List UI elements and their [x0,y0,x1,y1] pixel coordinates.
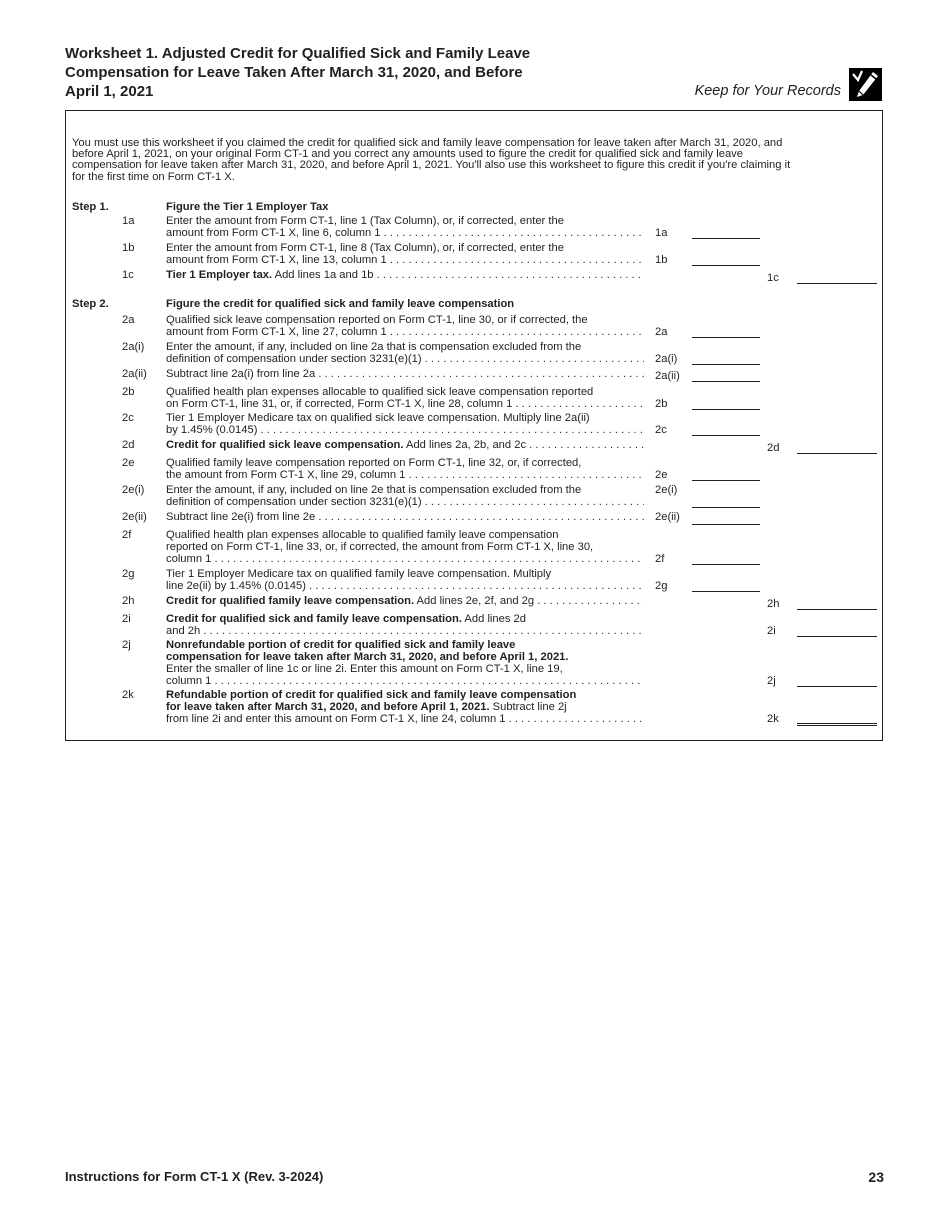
line-1a-text: Enter the amount from Form CT-1, line 1 (Tax Column), or, if corrected, enter the [166,215,564,227]
entry-field-2c[interactable] [692,435,760,436]
line-1b-text: Enter the amount from Form CT-1, line 8 (Tax Column), or, if corrected, enter the [166,242,564,254]
title-line: April 1, 2021 [65,83,154,100]
entry-field-2e-ii[interactable] [692,524,760,525]
worksheet-title [65,44,625,101]
line-number-2h: 2h [122,595,135,607]
line-label-1b: 1b [655,254,668,266]
line-label-2f: 2f [655,553,665,565]
line-number-2g: 2g [122,568,135,580]
entry-field-2j[interactable] [797,686,877,687]
line-2k-heading-cont: for leave taken after March 31, 2020, and before April 1, 2021. Subtract line 2j [166,701,567,713]
line-2d-text: Credit for qualified sick leave compensation. Add lines 2a, 2b, and 2c . . . [166,440,644,452]
entry-field-1a[interactable] [692,238,760,239]
line-label-2k: 2k [767,713,779,725]
line-label-2a-i: 2a(i) [655,353,678,365]
keep-for-records-note: Keep for Your Records [694,83,841,99]
intro-line: before April 1, 2021, on your original Form CT-1 and you correct any amounts used to figure the credit for qualified sick and family leave [72,148,743,161]
line-2j-heading-cont: compensation for leave taken after March 31, 2020, and before April 1, 2021. [166,651,569,663]
line-label-2h: 2h [767,598,780,610]
line-number-2a-i: 2a(i) [122,341,145,353]
entry-field-2a-ii[interactable] [692,381,760,382]
line-2b-text: Qualified health plan expenses allocable to qualified sick leave compensation reported [166,386,594,398]
line-number-2b: 2b [122,386,135,398]
line-2g-text-cont: line 2e(ii) by 1.45% (0.0145) . . . [166,581,644,593]
line-label-2i: 2i [767,625,776,637]
line-label-2c: 2c [655,424,667,436]
line-label-2a: 2a [655,326,668,338]
line-number-2e-ii: 2e(ii) [122,511,147,523]
line-2a-text-cont: amount from Form CT-1 X, line 27, column 1 . . . [166,327,644,339]
line-2f-text: Qualified health plan expenses allocable to qualified family leave compensation [166,529,559,541]
line-2e-i-text-cont: definition of compensation under section 3231(e)(1) . . . [166,497,644,509]
step2-label: Step 2. [72,298,109,310]
entry-field-2e-i[interactable] [692,507,760,508]
line-2h-text: Credit for qualified family leave compensation. Add lines 2e, 2f, and 2g . . . [166,596,644,608]
line-label-2e: 2e [655,469,668,481]
title-line: Compensation for Leave Taken After March 31, 2020, and Before [65,64,523,81]
line-number-1c: 1c [122,269,134,281]
line-label-2b: 2b [655,398,668,410]
line-2a-text: Qualified sick leave compensation reported on Form CT-1, line 30, or if corrected, the [166,314,588,326]
entry-field-2b[interactable] [692,409,760,410]
entry-field-2g[interactable] [692,591,760,592]
footer-form-name: Instructions for Form CT-1 X (Rev. 3-2024) [65,1169,324,1184]
line-2k-heading: Refundable portion of credit for qualified sick and family leave compensation [166,689,577,701]
line-2a-i-text: Enter the amount, if any, included on line 2a that is compensation excluded from the [166,341,582,353]
line-label-2e-ii: 2e(ii) [655,511,680,523]
line-number-2d: 2d [122,439,135,451]
line-2c-text: Tier 1 Employer Medicare tax on qualified sick leave compensation. Multiply line 2a(ii) [166,412,590,424]
entry-field-2k[interactable] [797,723,877,726]
line-label-2e-i: 2e(i) [655,484,678,496]
line-2e-text: Qualified family leave compensation reported on Form CT-1, line 32, or, if corrected, [166,457,582,469]
line-number-2a: 2a [122,314,135,326]
line-label-1c: 1c [767,272,779,284]
line-number-1a: 1a [122,215,135,227]
line-2j-text: Enter the smaller of line 1c or line 2i. Enter this amount on Form CT-1 X, line 19, [166,663,563,675]
intro-line: You must use this worksheet if you claimed the credit for qualified sick and family leave compensation for leave taken after March 31, 2020, and [72,137,783,149]
line-number-2e: 2e [122,457,135,469]
intro-paragraph [72,138,880,183]
line-1b-text-cont: amount from Form CT-1 X, line 13, column 1 . . . [166,255,644,267]
line-number-2k: 2k [122,689,134,701]
line-2e-text-cont: the amount from Form CT-1 X, line 29, column 1 . . . [166,470,644,482]
line-number-2i: 2i [122,613,131,625]
intro-line: compensation for leave taken after March 31, 2020, and before April 1, 2021. You'll also use this worksheet to figure this credit if you're claiming it [72,159,791,172]
line-2e-ii-text: Subtract line 2e(i) from line 2e . . . [166,512,644,524]
line-label-2d: 2d [767,442,780,454]
line-number-2e-i: 2e(i) [122,484,145,496]
line-2a-i-text-cont: definition of compensation under section 3231(e)(1) . . . [166,354,644,366]
entry-field-1c[interactable] [797,283,877,284]
line-2f-text-cont2: column 1 . . . [166,554,644,566]
line-number-2j: 2j [122,639,131,651]
step2-heading: Figure the credit for qualified sick and family leave compensation [166,298,515,310]
line-number-2f: 2f [122,529,132,541]
entry-field-2d[interactable] [797,453,877,454]
line-2a-ii-text: Subtract line 2a(i) from line 2a . . . [166,369,644,381]
intro-line: for the first time on Form CT-1 X. [72,170,235,183]
line-label-2g: 2g [655,580,668,592]
step1-heading: Figure the Tier 1 Employer Tax [166,201,329,213]
line-2c-text-cont: by 1.45% (0.0145) . . . [166,425,644,437]
entry-field-2h[interactable] [797,609,877,610]
title-line: Worksheet 1. Adjusted Credit for Qualified Sick and Family Leave [65,45,531,62]
line-2i-text: Credit for qualified sick and family leave compensation. Add lines 2d [166,613,527,625]
line-number-1b: 1b [122,242,135,254]
line-2g-text: Tier 1 Employer Medicare tax on qualified family leave compensation. Multiply [166,568,552,580]
line-2b-text-cont: on Form CT-1, line 31, or, if corrected, Form CT-1 X, line 28, column 1 . . . [166,399,644,411]
line-2j-heading: Nonrefundable portion of credit for qualified sick and family leave [166,639,516,651]
line-2k-text: from line 2i and enter this amount on Form CT-1 X, line 24, column 1 . . . [166,714,644,726]
line-1a-text-cont: amount from Form CT-1 X, line 6, column 1 . . . [166,228,644,240]
line-number-2a-ii: 2a(ii) [122,368,147,380]
line-label-2j: 2j [767,675,776,687]
line-1c-text: Tier 1 Employer tax. Add lines 1a and 1b . . . [166,270,644,282]
entry-field-2i[interactable] [797,636,877,637]
line-2e-i-text: Enter the amount, if any, included on line 2e that is compensation excluded from the [166,484,582,496]
line-label-2a-ii: 2a(ii) [655,370,680,382]
entry-field-2a-i[interactable] [692,364,760,365]
line-number-2c: 2c [122,412,134,424]
entry-field-2e[interactable] [692,480,760,481]
line-label-1a: 1a [655,227,668,239]
entry-field-1b[interactable] [692,265,760,266]
line-2i-text-cont: and 2h . . . [166,626,644,638]
entry-field-2a[interactable] [692,337,760,338]
pencil-check-icon [849,68,882,101]
page-number: 23 [868,1169,884,1185]
line-2f-text-cont: reported on Form CT-1, line 33, or, if corrected, the amount from Form CT-1 X, line 30, [166,541,594,553]
step1-label: Step 1. [72,201,109,213]
entry-field-2f[interactable] [692,564,760,565]
line-2j-text-cont: column 1 . . . [166,676,644,688]
